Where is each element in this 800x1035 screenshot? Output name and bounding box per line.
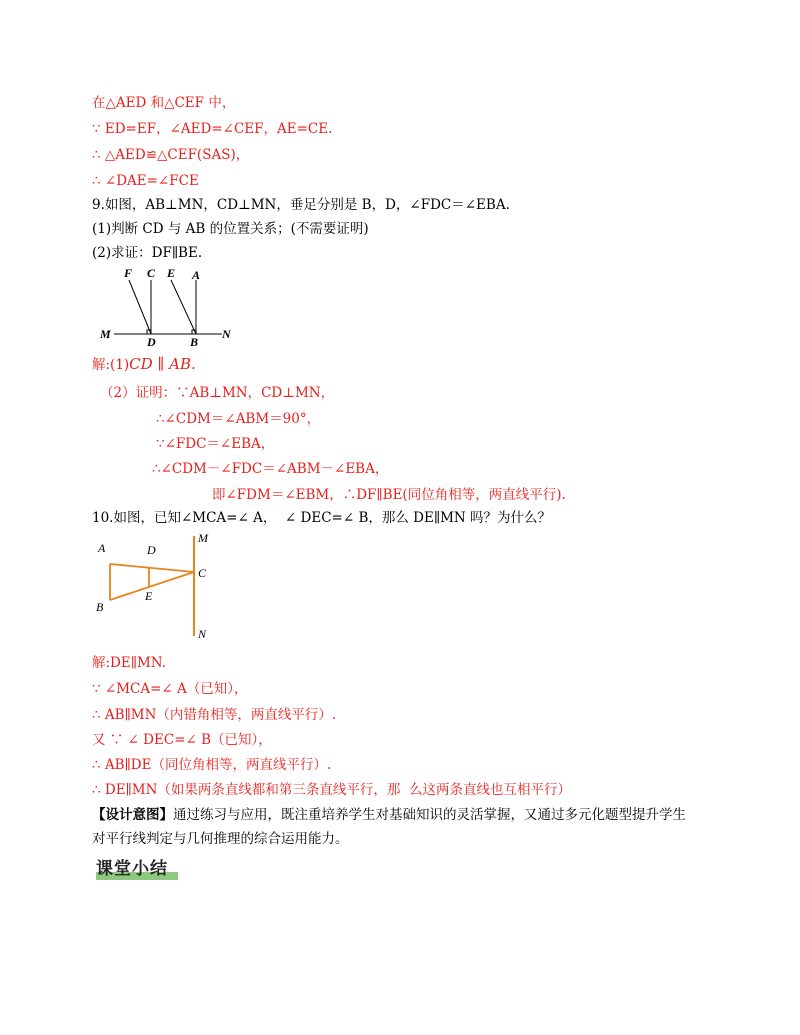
label-D: D	[147, 335, 156, 348]
design-intent-label: 【设计意图】	[92, 807, 173, 823]
q9-proof-line: （2）证明：∵AB⊥MN，CD⊥MN，	[100, 385, 335, 401]
q10-figure	[92, 532, 222, 644]
q9-proof-line: ∴∠CDM＝∠ABM＝90°，	[156, 411, 321, 427]
q10-answer-line: ∴ DE∥MN（如果两条直线都和第三条直线平行，那 么这两条直线也互相平行）	[92, 782, 572, 798]
proof-line: ∴ △AED≌△CEF(SAS)，	[92, 147, 250, 163]
label-N: N	[198, 627, 207, 641]
label-M: M	[100, 327, 111, 341]
label-E: E	[145, 589, 153, 603]
q9-part1: (1)判断 CD 与 AB 的位置关系；(不需要证明)	[92, 221, 369, 237]
label-C: C	[147, 266, 156, 280]
label-F: F	[124, 266, 133, 280]
q9-proof-line: ∴∠CDM－∠FDC＝∠ABM－∠EBA，	[152, 461, 389, 477]
label-D: D	[147, 543, 156, 557]
label-N: N	[222, 327, 231, 341]
label-A: A	[98, 541, 106, 555]
label-E: E	[167, 266, 176, 280]
proof-line: 在△AED 和△CEF 中，	[92, 95, 236, 111]
proof-line: ∵ ED=EF，∠AED=∠CEF，AE=CE.	[92, 121, 333, 137]
label-C: C	[198, 566, 207, 580]
design-intent-line1	[92, 806, 686, 824]
q9-part2: (2)求证：DF∥BE.	[92, 245, 203, 261]
q10-answer-line: ∴ AB∥DE（同位角相等，两直线平行）.	[92, 757, 332, 773]
design-intent-line2: 对平行线判定与几何推理的综合运用能力。	[92, 831, 349, 847]
label-M: M	[198, 532, 208, 545]
label-A: A	[192, 268, 201, 282]
answer-math: CD ∥ AB.	[129, 355, 196, 373]
answer-prefix: 解:(1)	[92, 357, 130, 373]
q10-answer-line: 解:DE∥MN.	[92, 655, 167, 671]
q9-answer-1	[92, 355, 196, 374]
q10-answer-line: ∵ ∠MCA=∠ A（已知），	[92, 681, 248, 697]
q9-proof-line: 即∠FDM＝∠EBM，∴DF∥BE(同位角相等，两直线平行).	[212, 487, 566, 503]
q10-stem: 10.如图，已知∠MCA=∠ A， ∠ DEC=∠ B，那么 DE∥MN 吗？为什么？	[92, 510, 552, 526]
label-B: B	[96, 600, 104, 614]
q9-proof-line: ∵∠FDC＝∠EBA，	[156, 436, 275, 452]
design-intent-text: 通过练习与应用，既注重培养学生对基础知识的灵活掌握，又通过多元化题型提升学生	[173, 807, 686, 823]
section-title: 课堂小结	[96, 859, 168, 879]
q9-stem: 9.如图，AB⊥MN，CD⊥MN，垂足分别是 B，D，∠FDC＝∠EBA.	[92, 197, 510, 213]
q10-answer-line: 又 ∵ ∠ DEC=∠ B（已知），	[92, 732, 272, 748]
q10-answer-line: ∴ AB∥MN（内错角相等，两直线平行）.	[92, 707, 337, 723]
q9-figure	[92, 266, 242, 348]
label-B: B	[190, 335, 199, 348]
proof-line: ∴ ∠DAE=∠FCE	[92, 173, 199, 189]
